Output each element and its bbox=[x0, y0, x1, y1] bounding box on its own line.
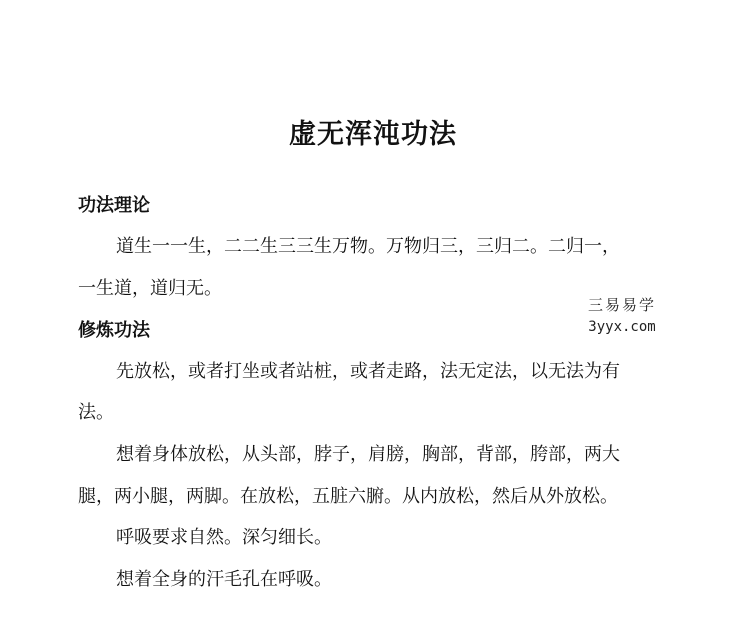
practice-line-1: 先放松，或者打坐或者站桩，或者走路，法无定法，以无法为有 bbox=[116, 361, 620, 382]
practice-line-5: 呼吸要求自然。深匀细长。 bbox=[116, 527, 332, 548]
document-title: 虚无浑沌功法 bbox=[289, 119, 457, 150]
watermark-url: 3yyx.com bbox=[588, 319, 656, 335]
watermark bbox=[574, 294, 670, 338]
practice-line-3: 想着身体放松，从头部，脖子，肩膀，胸部，背部，胯部，两大 bbox=[116, 444, 620, 465]
practice-line-4: 腿，两小腿，两脚。在放松，五脏六腑。从内放松，然后从外放松。 bbox=[78, 486, 618, 507]
watermark-text: 三易易学 bbox=[587, 296, 656, 314]
section-heading-theory: 功法理论 bbox=[78, 195, 150, 216]
practice-line-2: 法。 bbox=[78, 402, 114, 423]
practice-line-6: 想着全身的汗毛孔在呼吸。 bbox=[116, 569, 332, 590]
theory-line-2: 一生道，道归无。 bbox=[78, 278, 222, 299]
section-heading-practice: 修炼功法 bbox=[78, 320, 150, 341]
theory-line-1: 道生一一生，二二生三三生万物。万物归三，三归二。二归一， bbox=[116, 236, 620, 257]
